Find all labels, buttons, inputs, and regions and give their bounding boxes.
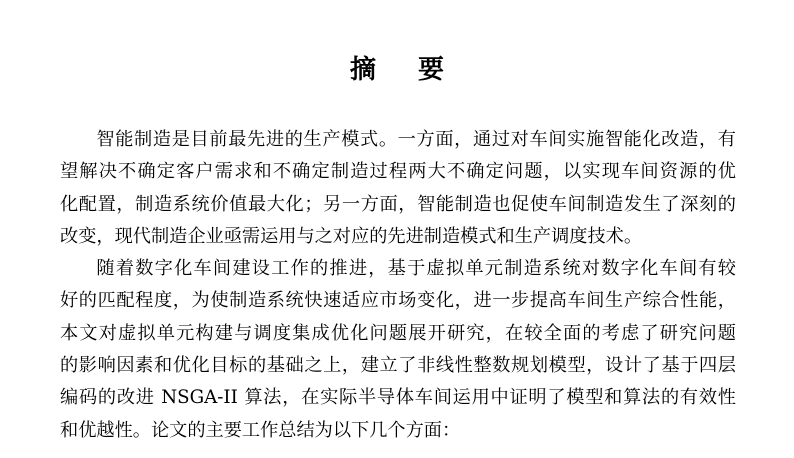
paragraph-1-line-2: 望解决不确定客户需求和不确定制造过程两大不确定问题，以实现车间资源的优 (60, 161, 736, 183)
abstract-paragraph-1 (60, 124, 736, 253)
abstract-title-char-1: 摘 (349, 55, 376, 85)
paragraph-2-line-6: 和优越性。论文的主要工作总结为以下几个方面： (60, 419, 461, 441)
abstract-body (60, 124, 736, 447)
paragraph-1-line-4: 改变，现代制造企业亟需运用与之对应的先进制造模式和生产调度技术。 (60, 225, 643, 247)
paragraph-2-line-5: 编码的改进 NSGA-II 算法，在实际半导体车间运用中证明了模型和算法的有效性 (60, 387, 736, 409)
paragraph-1-line-1: 智能制造是目前最先进的生产模式。一方面，通过对车间实施智能化改造，有 (96, 129, 736, 150)
abstract-title (0, 52, 794, 88)
abstract-title-char-2: 要 (418, 55, 445, 85)
paragraph-2-line-4: 的影响因素和优化目标的基础之上，建立了非线性整数规划模型，设计了基于四层 (60, 355, 736, 377)
paragraph-2-line-3: 本文对虚拟单元构建与调度集成优化问题展开研究，在较全面的考虑了研究问题 (60, 322, 736, 344)
paragraph-2-line-2: 好的匹配程度，为使制造系统快速适应市场变化，进一步提高车间生产综合性能， (60, 290, 736, 312)
paragraph-2-line-1: 随着数字化车间建设工作的推进，基于虚拟单元制造系统对数字化车间有较 (96, 258, 736, 280)
paragraph-1-line-3: 化配置，制造系统价值最大化；另一方面，智能制造也促使车间制造发生了深刻的 (60, 193, 736, 215)
abstract-paragraph-2 (60, 253, 736, 447)
